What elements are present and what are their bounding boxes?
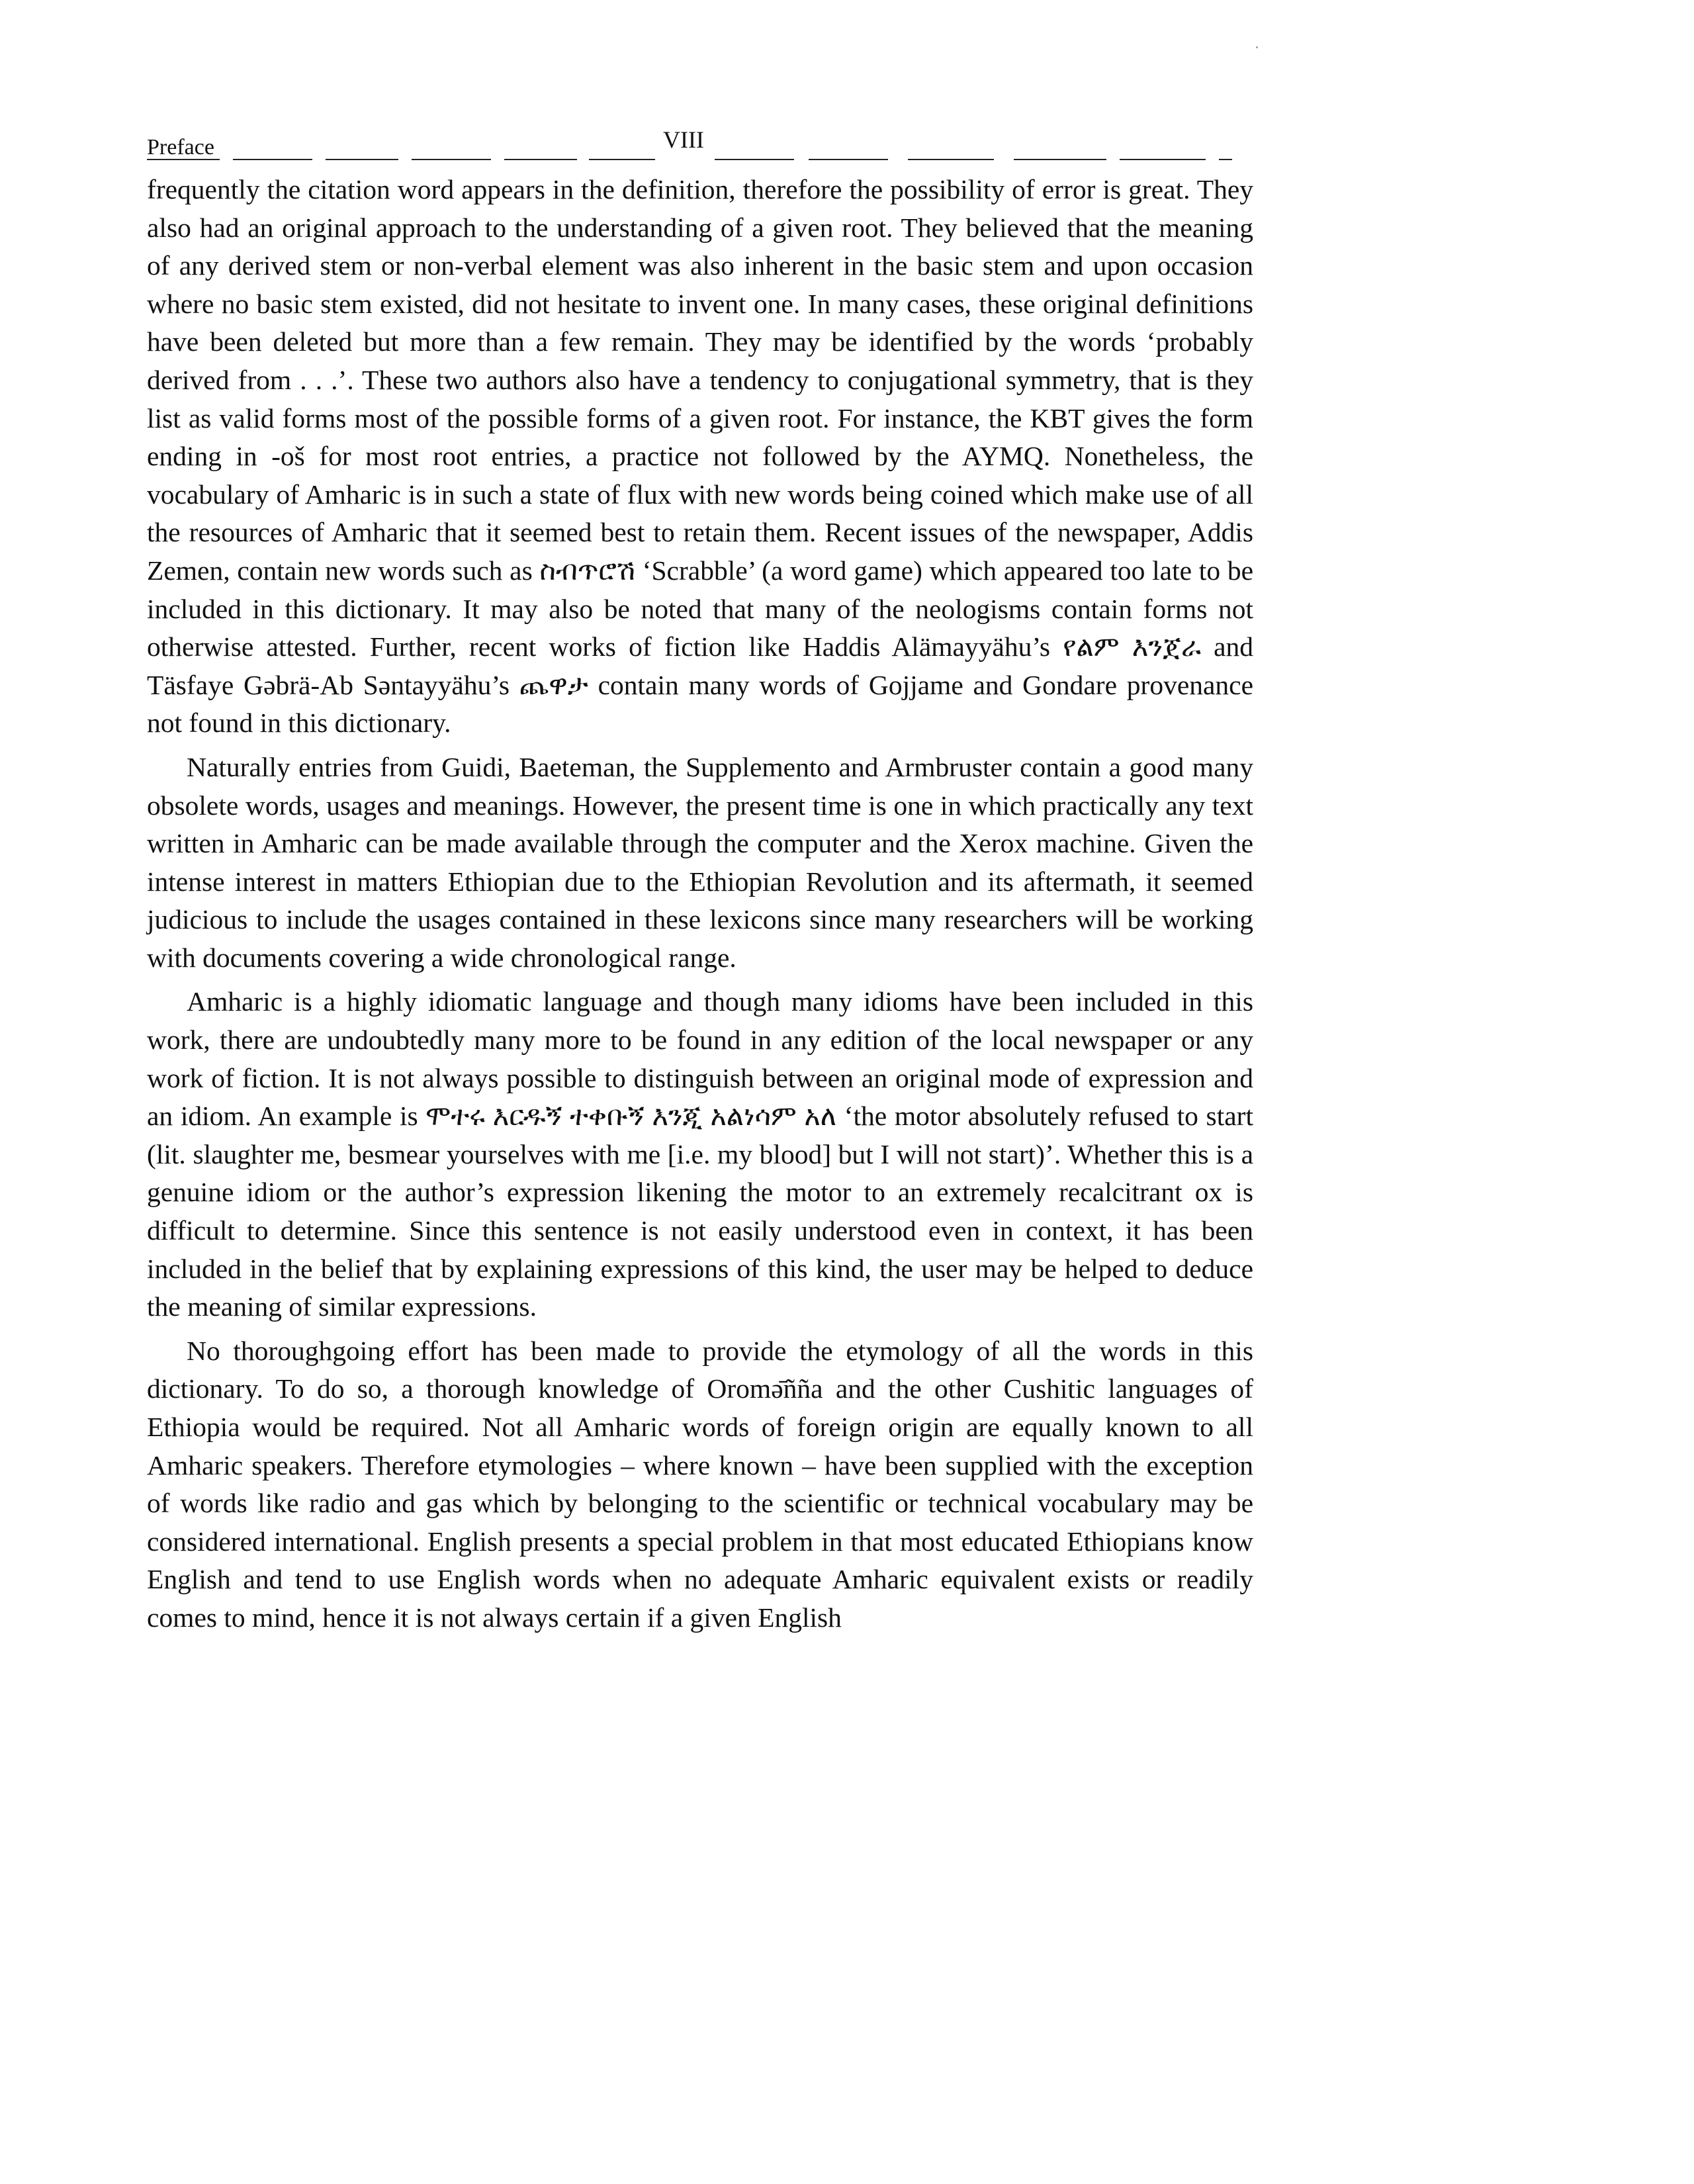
header-rule — [233, 159, 312, 160]
paragraph: No thoroughgoing effort has been made to provide the etymology of all the words in this dictionary. To do so, a thorough knowledge of Oromə̄ñña and the other Cushitic languages of Ethiopia would be required. Not all Amharic words of foreign origin are equally known to all Amharic speakers. Therefore etymologies – where known – have been supplied with the exception of words like radio and gas which by belonging to the scientific or technical vocabulary may be considered international. English presents a special problem in that most educated Ethiopians know English and tend to use English words when no adequate Amharic equivalent exists or readily comes to mind, hence it is not always certain if a given English — [147, 1335, 1253, 1633]
paragraph: Amharic is a highly idiomatic language and though many idioms have been included in this work, there are undoubtedly many more to be found in any edition of the local newspaper or any work of fiction. It is not always possible to distinguish between an original mode of expression and an idiom. An example is ሞተሩ እርዱኝ ተቀቡኝ እንጂ አልነሳም አለ ‘the motor absolutely refused to start (lit. slaughter me, besmear yourselves with me [i.e. my blood] but I will not start)’. Whether this is a genuine idiom or the author’s expression likening the motor to an extremely recalcitrant ox is difficult to determine. Since this sentence is not easily understood even in context, it has been included in the belief that by explaining expressions of this kind, the user may be helped to deduce the meaning of similar expressions. — [147, 986, 1253, 1322]
body-text — [147, 171, 1253, 1643]
paragraph: Naturally entries from Guidi, Baeteman, the Supplemento and Armbruster contain a good many obsolete words, usages and meanings. However, the present time is one in which practically any text written in Amharic can be made available through the computer and the Xerox machine. Given the intense interest in matters Ethiopian due to the Ethiopian Revolution and its aftermath, it seemed judicious to include the usages contained in these lexicons since many researchers will be working with documents covering a wide chronological range. — [147, 751, 1253, 973]
header-rule — [412, 159, 491, 160]
running-head: Preface — [147, 135, 214, 159]
header-rule — [504, 159, 577, 160]
header-rule — [908, 159, 994, 160]
header-rule — [715, 159, 794, 160]
header-rule — [326, 159, 398, 160]
header-rule — [1219, 159, 1232, 160]
header-rule — [809, 159, 888, 160]
header-rule — [147, 159, 220, 160]
header-rule — [1120, 159, 1206, 160]
paragraph: frequently the citation word appears in the definition, therefore the possibility of error is great. They also had an original approach to the understanding of a given root. They believed that the meaning of any derived stem or non-verbal element was also inherent in the basic stem and upon occasion where no basic stem existed, did not hesitate to invent one. In many cases, these original definitions have been deleted but more than a few remain. They may be identified by the words ‘probably derived from . . .’. These two authors also have a tendency to conjugational symmetry, that is they list as valid forms most of the possible forms of a given root. For instance, the KBT gives the form ending in -oš for most root entries, a practice not followed by the AYMQ. Nonetheless, the vocabulary of Amharic is in such a state of flux with new words being coined which make use of all the resources of Amharic that it seemed best to retain them. Recent issues of the newspaper, Addis Zemen, contain new words such as ስብጥሮሽ ‘Scrabble’ (a word game) which appeared too late to be included in this dictionary. It may also be noted that many of the neologisms contain forms not otherwise attested. Further, recent works of fiction like Haddis Alämayyähu’s የልም እንጀራ and Täsfaye Gəbrä-Ab Səntayyähu’s ጨዋታ contain many words of Gojjame and Gondare provenance not found in this dictionary. — [147, 174, 1253, 739]
page-number: VIII — [663, 126, 704, 153]
header-rule — [1014, 159, 1106, 160]
scan-speck — [1256, 46, 1258, 48]
page-header — [147, 126, 1245, 165]
header-rule — [589, 159, 655, 160]
